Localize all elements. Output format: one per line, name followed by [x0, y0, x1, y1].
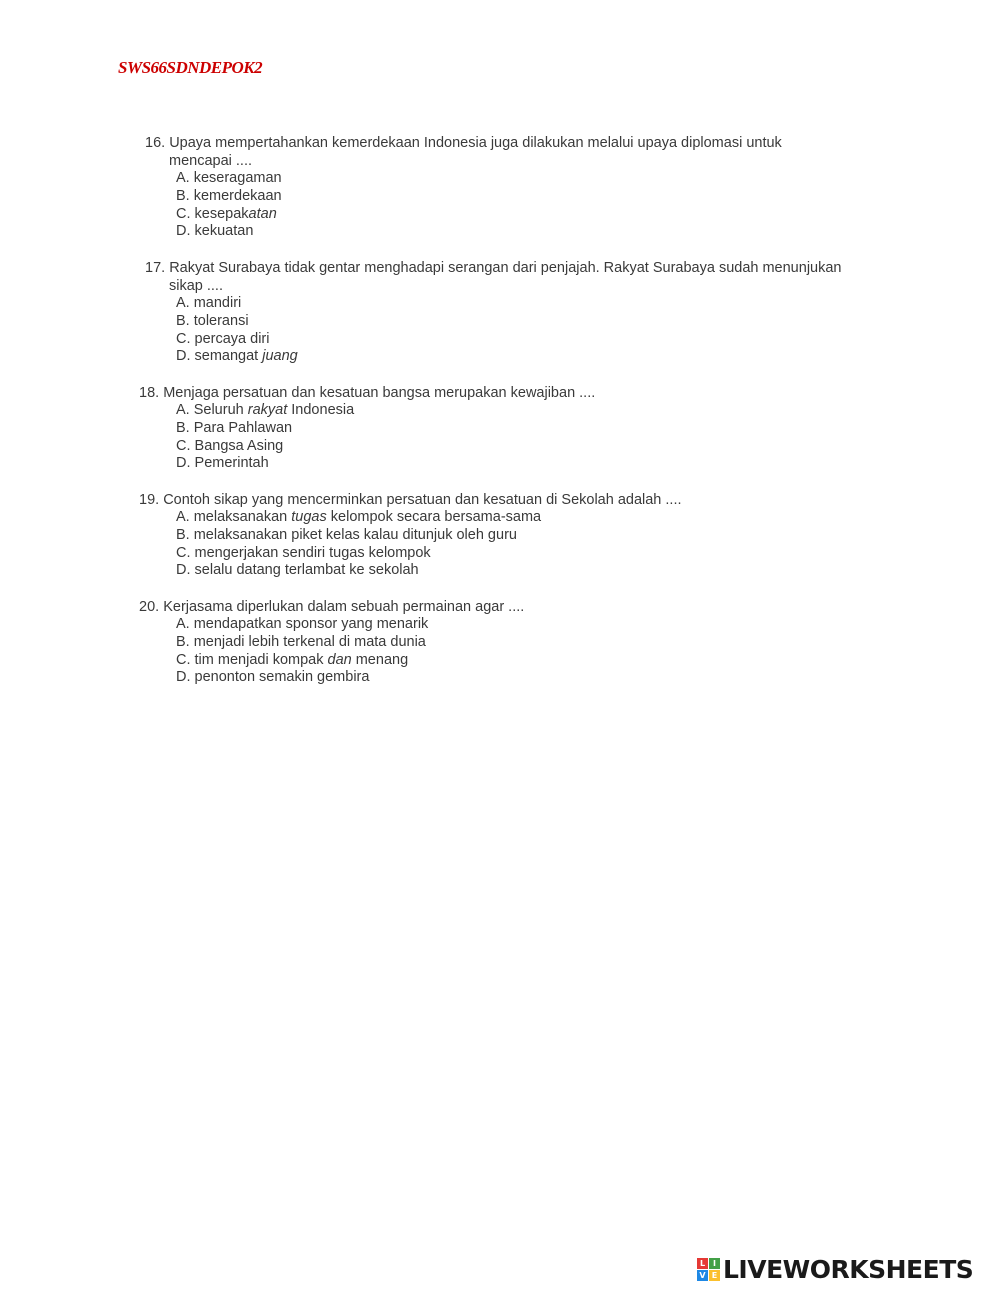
answer-options [145, 170, 782, 241]
option-text-tail: Indonesia [287, 402, 355, 418]
option-italic-text: tugas [291, 509, 327, 525]
option-italic-text: atan [248, 205, 277, 222]
option-text: C. tim menjadi kompak [176, 651, 328, 668]
option-text-tail: menang [351, 651, 409, 668]
question-18 [139, 384, 595, 473]
question-number: 18. [139, 385, 160, 401]
answer-option-a[interactable] [145, 295, 841, 313]
answer-option-a[interactable] [139, 402, 595, 420]
question-text-line2: mencapai .... [169, 153, 253, 169]
logo-letter-e: E [709, 1270, 720, 1281]
question-stem [145, 259, 841, 295]
option-text-tail: kelompok secara bersama-sama [326, 509, 542, 525]
option-italic-text: rakyat [247, 402, 288, 418]
option-text: C. kesepak [176, 205, 249, 222]
answer-options [139, 509, 682, 580]
liveworksheets-logo-icon [697, 1258, 720, 1281]
answer-option-d[interactable] [145, 223, 782, 241]
option-text: A. Seluruh [176, 402, 248, 418]
answer-option-c[interactable] [139, 545, 682, 563]
answer-option-c[interactable] [139, 652, 524, 670]
question-19 [139, 491, 682, 580]
answer-option-a[interactable] [145, 170, 782, 188]
logo-letter-v: V [697, 1270, 708, 1281]
option-text: B. melaksanakan piket kelas kalau ditunjuk oleh guru [176, 526, 517, 543]
answer-option-a[interactable] [139, 509, 682, 527]
answer-options [139, 616, 524, 687]
question-20 [139, 598, 524, 687]
answer-option-b[interactable] [145, 313, 841, 331]
option-text: C. Bangsa Asing [176, 437, 284, 454]
answer-option-b[interactable] [145, 188, 782, 206]
answer-option-c[interactable] [139, 438, 595, 456]
answer-option-c[interactable] [145, 206, 782, 224]
answer-options [139, 402, 595, 473]
question-number: 17. [145, 260, 166, 276]
answer-options [145, 295, 841, 366]
option-text: D. penonton semakin gembira [176, 669, 370, 686]
answer-option-b[interactable] [139, 527, 682, 545]
question-text-line1: Kerjasama diperlukan dalam sebuah permainan agar .... [163, 599, 525, 615]
option-italic-text: dan [327, 651, 352, 668]
question-text-line1: Contoh sikap yang mencerminkan persatuan dan kesatuan di Sekolah adalah .... [163, 492, 682, 508]
question-text-line1: Upaya mempertahankan kemerdekaan Indonesia juga dilakukan melalui upaya diplomasi untuk [169, 135, 782, 151]
option-text: A. melaksanakan [176, 509, 292, 525]
answer-option-a[interactable] [139, 616, 524, 634]
option-text: A. mendapatkan sponsor yang menarik [176, 616, 429, 632]
option-text: D. selalu datang terlambat ke sekolah [176, 562, 419, 579]
answer-option-b[interactable] [139, 420, 595, 438]
question-16 [145, 134, 782, 241]
option-text: D. semangat [176, 348, 263, 365]
question-text-line1: Menjaga persatuan dan kesatuan bangsa merupakan kewajiban .... [163, 385, 596, 401]
question-text-line2: sikap .... [169, 278, 223, 294]
answer-option-d[interactable] [145, 348, 841, 366]
question-stem [139, 598, 524, 616]
liveworksheets-brand[interactable] [697, 1255, 973, 1284]
question-number: 20. [139, 599, 160, 615]
question-stem [139, 384, 595, 402]
option-text: B. kemerdekaan [176, 187, 282, 204]
answer-option-b[interactable] [139, 634, 524, 652]
question-17 [145, 259, 841, 366]
brand-name: LIVEWORKSHEETS [723, 1255, 974, 1284]
option-text: D. kekuatan [176, 223, 254, 240]
answer-option-c[interactable] [145, 331, 841, 349]
answer-option-d[interactable] [139, 562, 682, 580]
option-text: C. percaya diri [176, 330, 270, 347]
question-number: 16. [145, 135, 166, 151]
question-stem [139, 491, 682, 509]
question-text-line1: Rakyat Surabaya tidak gentar menghadapi serangan dari penjajah. Rakyat Surabaya sudah menunjukan [169, 260, 842, 276]
worksheet-code: SWS66SDNDEPOK2 [118, 58, 263, 77]
logo-letter-i: I [709, 1258, 720, 1269]
option-text: C. mengerjakan sendiri tugas kelompok [176, 544, 431, 561]
logo-letter-l: L [697, 1258, 708, 1269]
question-number: 19. [139, 492, 160, 508]
option-text: A. mandiri [176, 295, 242, 311]
answer-option-d[interactable] [139, 455, 595, 473]
question-stem [145, 134, 782, 170]
option-text: B. menjadi lebih terkenal di mata dunia [176, 633, 426, 650]
option-text: D. Pemerintah [176, 455, 269, 472]
option-italic-text: juang [262, 348, 298, 365]
answer-option-d[interactable] [139, 669, 524, 687]
option-text: A. keseragaman [176, 170, 282, 186]
option-text: B. Para Pahlawan [176, 419, 293, 436]
option-text: B. toleransi [176, 312, 249, 329]
